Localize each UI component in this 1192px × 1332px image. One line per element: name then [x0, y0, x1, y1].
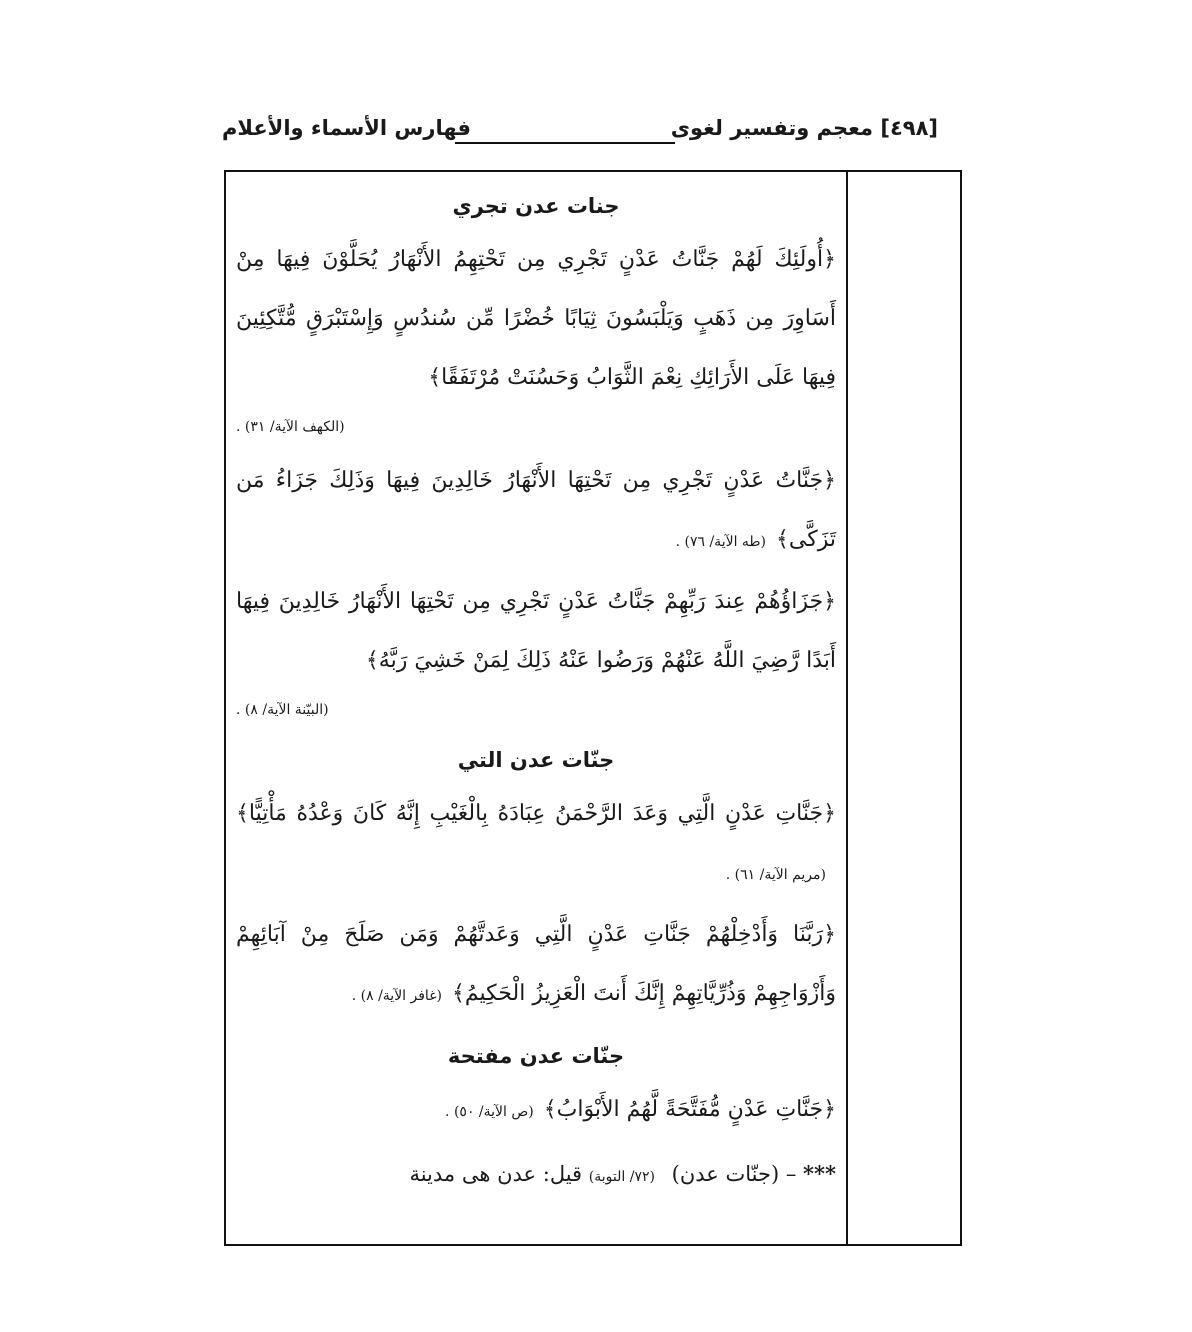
section-heading: جنّات عدن مفتحة: [447, 1044, 625, 1068]
verse-text: ﴿جَزَاؤُهُمْ عِندَ رَبِّهِمْ جَنَّاتُ عَدْنٍ تَجْرِي مِن تَحْتِهَا الأَنْهَارُ خَالِدِينَ فِيهَا أَبَدًا رَّضِيَ اللَّهُ عَنْهُمْ وَرَضُوا عَنْهُ ذَلِكَ لِمَنْ خَشِيَ رَبَّهُ﴾: [236, 589, 836, 673]
verse-reference: (الكهف الآية/ ٣١) .: [236, 419, 345, 435]
verse-text: [236, 451, 836, 572]
section-heading: جنات عدن تجري: [452, 194, 620, 218]
verse-text: [236, 1080, 836, 1142]
note-tail: قيل: عدن هى مدينة: [409, 1162, 583, 1186]
verse-reference: (البيّنة الآية/ ٨) .: [236, 702, 329, 718]
header-rule: [455, 142, 675, 144]
verse-body: ﴿جَنَّاتُ عَدْنٍ تَجْرِي مِن تَحْتِهَا الأَنْهَارُ خَالِدِينَ فِيهَا وَذَلِكَ جَزَاءُ مَن تَزَكَّى﴾: [236, 468, 836, 552]
page-content: [236, 188, 836, 1236]
section-heading: جنّات عدن التي: [457, 748, 615, 772]
verse-body: ﴿جَنَّاتِ عَدْنٍ مُّفَتَّحَةً لَّهُمُ الأَبْوَابُ﴾: [543, 1097, 836, 1122]
verse-reference: (مريم الآية/ ٦١) .: [725, 867, 826, 883]
stars-marker: ***: [803, 1161, 836, 1186]
verse-body: ﴿رَبَّنَا وَأَدْخِلْهُمْ جَنَّاتِ عَدْنٍ الَّتِي وَعَدتَّهُمْ وَمَن صَلَحَ مِنْ آبَائِهِمْ وَأَزْوَاجِهِمْ وَذُرِّيَّاتِهِمْ إِنَّكَ أَنتَ الْعَزِيزُ الْحَكِيمُ﴾: [236, 922, 836, 1006]
verse-text: [236, 905, 836, 1026]
verse-reference: (غافر الآية/ ٨) .: [351, 988, 442, 1004]
verse-body: ﴿جَنَّاتِ عَدْنٍ الَّتِي وَعَدَ الرَّحْمَنُ عِبَادَهُ بِالْغَيْبِ إِنَّهُ كَانَ وَعْدُهُ مَأْتِيًّا﴾: [236, 801, 836, 826]
margin-column: [846, 172, 960, 1244]
page-title: [٤٩٨] معجم وتفسير لغوى: [670, 116, 938, 140]
page-frame: [224, 170, 962, 1246]
verse-text: [236, 784, 836, 905]
verse-reference: (طه الآية/ ٧٦) .: [675, 534, 767, 550]
note-reference: (٧٢/ التوبة): [588, 1169, 655, 1185]
footnote-line: [236, 1148, 836, 1203]
note-text: – (جنّات عدن): [671, 1162, 797, 1186]
verse-text: ﴿أُولَئِكَ لَهُمْ جَنَّاتُ عَدْنٍ تَجْرِي مِن تَحْتِهِمُ الأَنْهَارُ يُحَلَّوْنَ فِيهَا مِنْ أَسَاوِرَ مِن ذَهَبٍ وَيَلْبَسُونَ ثِيَابًا خُضْرًا مِّن سُندُسٍ وَإِسْتَبْرَقٍ مُّتَّكِئِينَ فِيهَا عَلَى الأَرَائِكِ نِعْمَ الثَّوَابُ وَحَسُنَتْ مُرْتَفَقًا﴾: [236, 247, 836, 390]
verse-reference: (ص الآية/ ٥٠) .: [445, 1104, 534, 1120]
section-title: فهارس الأسماء والأعلام: [222, 116, 471, 140]
